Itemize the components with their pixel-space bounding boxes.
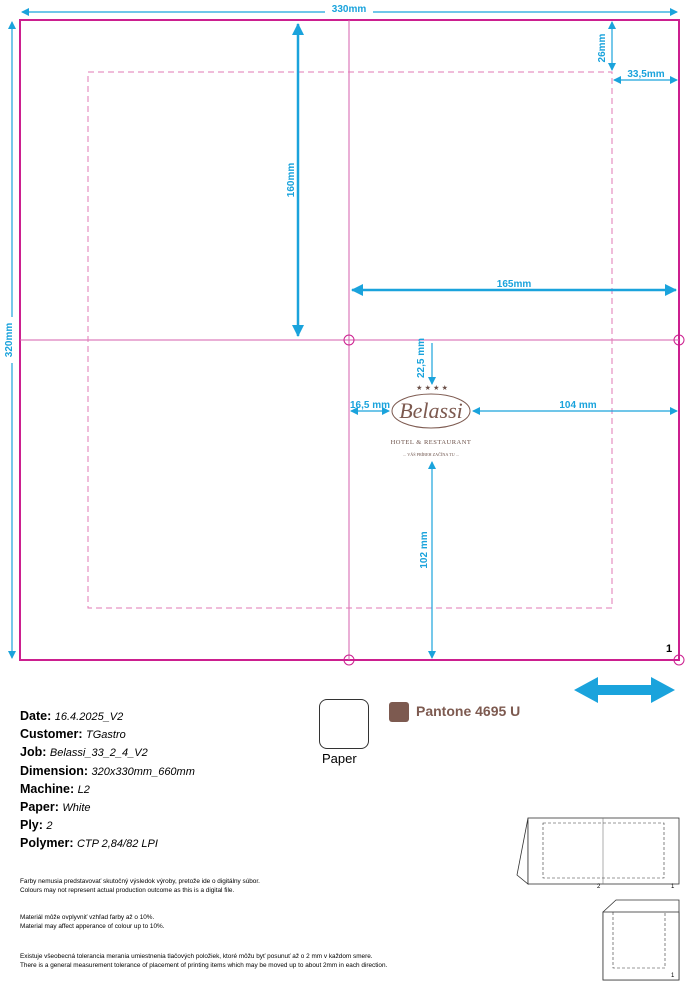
dim-logo-right: 104 mm [559,400,597,411]
note-tolerance [20,952,580,970]
dim-top-margin: 26mm [597,33,608,63]
date-value: 16.4.2025_V2 [54,711,124,723]
fold-panel-2-label: 2 [597,884,601,890]
note-material [20,913,490,931]
dim-right-margin: 33,5mm [627,69,665,80]
fold-diagram-folded [603,900,679,980]
grain-direction-arrow [574,677,675,703]
fold-folded-page-label: 1 [671,973,675,979]
job-info-block [20,708,195,854]
dimension-row [20,763,195,781]
job-value: Belassi_33_2_4_V2 [49,747,148,760]
fold-panel-1-label: 1 [671,884,675,890]
paper-sample-label: Paper [322,751,357,766]
customer-row [20,726,195,744]
note-tolerance-sk: Existuje všeobecná tolerancia merania umiestnenia tlačových položiek, ktoré môžu byť posunuť až o 2 mm v každom smere. [20,953,373,960]
dim-logo-top: 22,5 mm [416,337,427,379]
ply-row [20,817,195,835]
customer-label: Customer: [20,727,83,742]
belassi-logo [391,384,472,457]
logo-stars: ★ ★ ★ ★ [416,384,448,392]
dim-upper-height: 160mm [286,162,297,198]
pantone-swatch [389,702,409,722]
logo-subtitle: HOTEL & RESTAURANT [390,439,472,446]
dim-logo-bottom: 102 mm [419,531,430,569]
page-number: 1 [665,643,673,655]
note-tolerance-en: There is a general measurement tolerance of placement of printing items which may be moved up to about 2mm in each direction. [20,962,388,969]
machine-label: Machine: [20,781,75,796]
job-label: Job: [20,745,47,760]
job-row [20,744,195,762]
ply-label: Ply: [20,818,43,833]
paper-label: Paper: [20,800,59,815]
dim-right-panel-width: 165mm [496,279,532,290]
dim-logo-left: 16,5 mm [349,400,391,411]
polymer-value: CTP 2,84/82 LPI [76,838,158,851]
dim-total-width: 330mm [331,4,367,15]
fold-diagram-open [517,818,679,890]
ply-value: 2 [46,820,53,833]
paper-value: White [62,802,91,815]
pantone-label: Pantone 4695 U [416,703,521,719]
note-material-en: Material may affect apperance of colour up to 10%. [20,923,165,930]
paper-row [20,799,195,817]
paper-sample-swatch [319,699,369,749]
polymer-label: Polymer: [20,836,74,851]
customer-value: TGastro [86,729,126,742]
machine-row [20,781,195,799]
note-colour-en: Colours may not represent actual production outcome as this is a digital file. [20,887,235,894]
note-material-sk: Materiál môže ovplyvniť vzhľad farby až o 10%. [20,914,155,921]
machine-value: L2 [77,783,90,796]
dimension-value: 320x330mm_660mm [91,765,195,778]
dim-total-height: 320mm [4,322,15,358]
note-colour-sk: Farby nemusia predstavovať skutočný výsledok výroby, pretože ide o digitálny súbor. [20,878,260,885]
logo-tagline: ... VÁŠ PRÍBEH ZAČÍNA TU ... [403,452,459,457]
date-label: Date: [20,709,52,723]
logo-script: Belassi [399,398,463,423]
date-row [20,708,195,726]
note-colour [20,877,490,895]
polymer-row [20,835,195,853]
dimension-label: Dimension: [20,763,89,778]
